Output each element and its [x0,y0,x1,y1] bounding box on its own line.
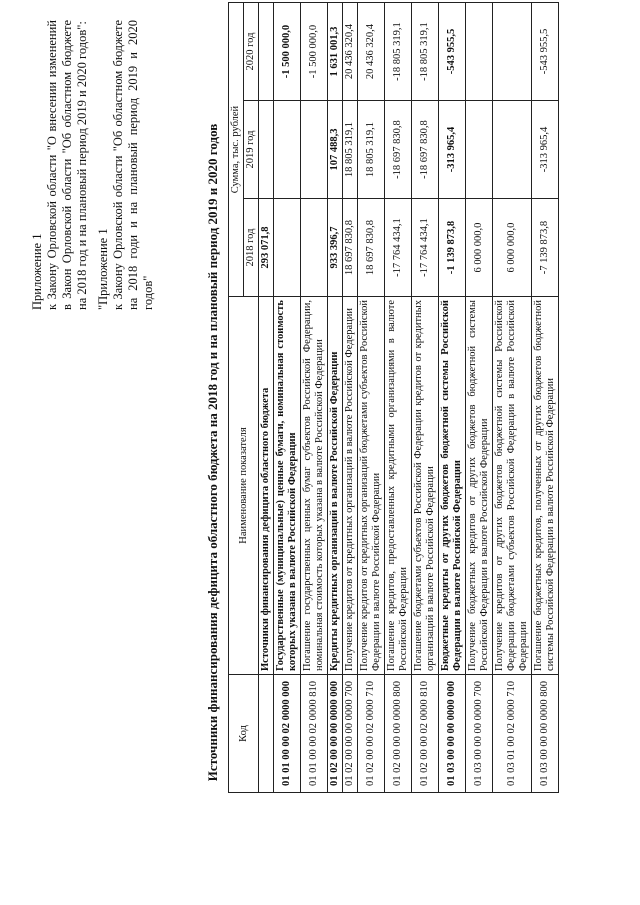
quoted-appendix-text: к Закону Орловской области "Об областном бюджете на 2018 годи и на плановый период 2019 и 2020 годов" [111,20,155,310]
row-name: Государственные (муниципальные) ценные бумаги, номинальная стоимость которых указана в валюте Российской Федерации [274,297,301,675]
row-code: 01 02 00 00 00 0000 000 [328,675,343,793]
table-row [328,3,343,793]
row-value-2018: 933 396,7 [328,199,343,297]
row-name: Погашение бюджетных кредитов, полученных от других бюджетов бюджетной системы Российской Федерации в валюте Российской Федерации [532,297,559,675]
row-code: 01 03 00 00 00 0000 800 [532,675,559,793]
row-value-2020: -18 805 319,1 [385,3,412,101]
row-code: 01 02 00 00 00 0000 800 [385,675,412,793]
row-value-2020 [259,3,274,101]
row-value-2020: -543 955,5 [532,3,559,101]
row-value-2020: -1 500 000,0 [274,3,301,101]
row-code: 01 02 00 00 00 0000 700 [343,675,358,793]
row-value-2020: 1 631 001,3 [328,3,343,101]
financing-sources-table [228,2,559,793]
row-value-2020: -543 955,5 [439,3,466,101]
row-name: Получение бюджетных кредитов от других бюджетов бюджетной системы Российской Федерации в валюте Российской Федерации [466,297,493,675]
row-value-2019 [259,101,274,199]
row-value-2018: -17 764 434,1 [385,199,412,297]
row-code: 01 03 00 00 00 0000 700 [466,675,493,793]
row-value-2018: -1 139 873,8 [439,199,466,297]
table-row [412,3,439,793]
row-value-2019: 107 488,3 [328,101,343,199]
row-value-2020: -18 805 319,1 [412,3,439,101]
appendix-header [30,20,156,310]
row-name: Получение кредитов от кредитных организаций бюджетами субъектов Российской Федерации в валюте Российской Федерации [358,297,385,675]
sum-header: Сумма, тыс. рублей [229,3,244,297]
row-value-2018 [274,199,301,297]
table-row [439,3,466,793]
appendix-label: Приложение 1 [30,233,44,310]
table-row [274,3,301,793]
row-value-2019: 18 805 319,1 [358,101,385,199]
table-row [466,3,493,793]
quoted-appendix-label: "Приложение 1 [96,228,110,310]
row-value-2018: 6 000 000,0 [493,199,532,297]
table-row [301,3,328,793]
row-name: Погашение государственных ценных бумаг субъектов Российской Федерации, номинальная стоимость которых указана в валюте Российской Федерации [301,297,328,675]
row-name: Кредиты кредитных организаций в валюте Российской Федерации [328,297,343,675]
row-value-2018: -7 139 873,8 [532,199,559,297]
row-value-2020 [493,3,532,101]
row-name: Погашение кредитов, предоставленных кредитными организациями в валюте Российской Федерации [385,297,412,675]
row-value-2019 [274,101,301,199]
row-name: Получение кредитов от других бюджетов бюджетной системы Российской Федерации бюджетами субъектов Российской Федерации в валюте Российской Федерации [493,297,532,675]
row-value-2018: -17 764 434,1 [412,199,439,297]
row-value-2018: 18 697 830,8 [343,199,358,297]
row-name: Бюджетные кредиты от других бюджетов бюджетной системы Российской Федерации в валюте Российской Федерации [439,297,466,675]
table-row [259,3,274,793]
row-value-2018: 18 697 830,8 [358,199,385,297]
row-name: Погашение бюджетами субъектов Российской Федерации кредитов от кредитных организаций в валюте Российской Федерации [412,297,439,675]
row-name: Получение кредитов от кредитных организаций в валюте Российской Федерации [343,297,358,675]
row-value-2020 [466,3,493,101]
row-code: 01 02 00 00 02 0000 710 [358,675,385,793]
row-value-2020: 20 436 320,4 [343,3,358,101]
year-2020-header: 2020 год [244,3,259,101]
row-value-2019: -313 965,4 [439,101,466,199]
row-value-2019 [301,101,328,199]
row-value-2019: -18 697 830,8 [385,101,412,199]
table-row [385,3,412,793]
row-code: 01 01 00 00 02 0000 000 [274,675,301,793]
row-value-2018: 6 000 000,0 [466,199,493,297]
code-header: Код [229,675,259,793]
row-value-2018 [301,199,328,297]
row-code: 01 03 01 00 02 0000 710 [493,675,532,793]
row-value-2019 [466,101,493,199]
row-code: 01 01 00 00 02 0000 810 [301,675,328,793]
row-value-2019 [493,101,532,199]
document-title: Источники финансирования дефицита областного бюджета на 2018 год и на плановый период 2019 и 2020 годов [205,123,220,782]
row-value-2019: -18 697 830,8 [412,101,439,199]
name-header: Наименование показателя [229,297,259,675]
row-value-2019: -313 965,4 [532,101,559,199]
table-row [493,3,532,793]
row-code [259,675,274,793]
row-value-2019: 18 805 319,1 [343,101,358,199]
year-2018-header: 2018 год [244,199,259,297]
row-name: Источники финансирования дефицита областного бюджета [259,297,274,675]
row-code: 01 03 00 00 00 0000 000 [439,675,466,793]
row-value-2020: 20 436 320,4 [358,3,385,101]
table-row [532,3,559,793]
year-2019-header: 2019 год [244,101,259,199]
table-row [358,3,385,793]
row-code: 01 02 00 00 02 0000 810 [412,675,439,793]
table-row [343,3,358,793]
row-value-2020: -1 500 000,0 [301,3,328,101]
row-value-2018: 293 071,8 [259,199,274,297]
appendix-text: к Закону Орловской области "О внесении изменений в Закон Орловской области "Об областном бюджете на 2018 год и на плановый период 2019 и 2020 годов": [45,20,89,310]
